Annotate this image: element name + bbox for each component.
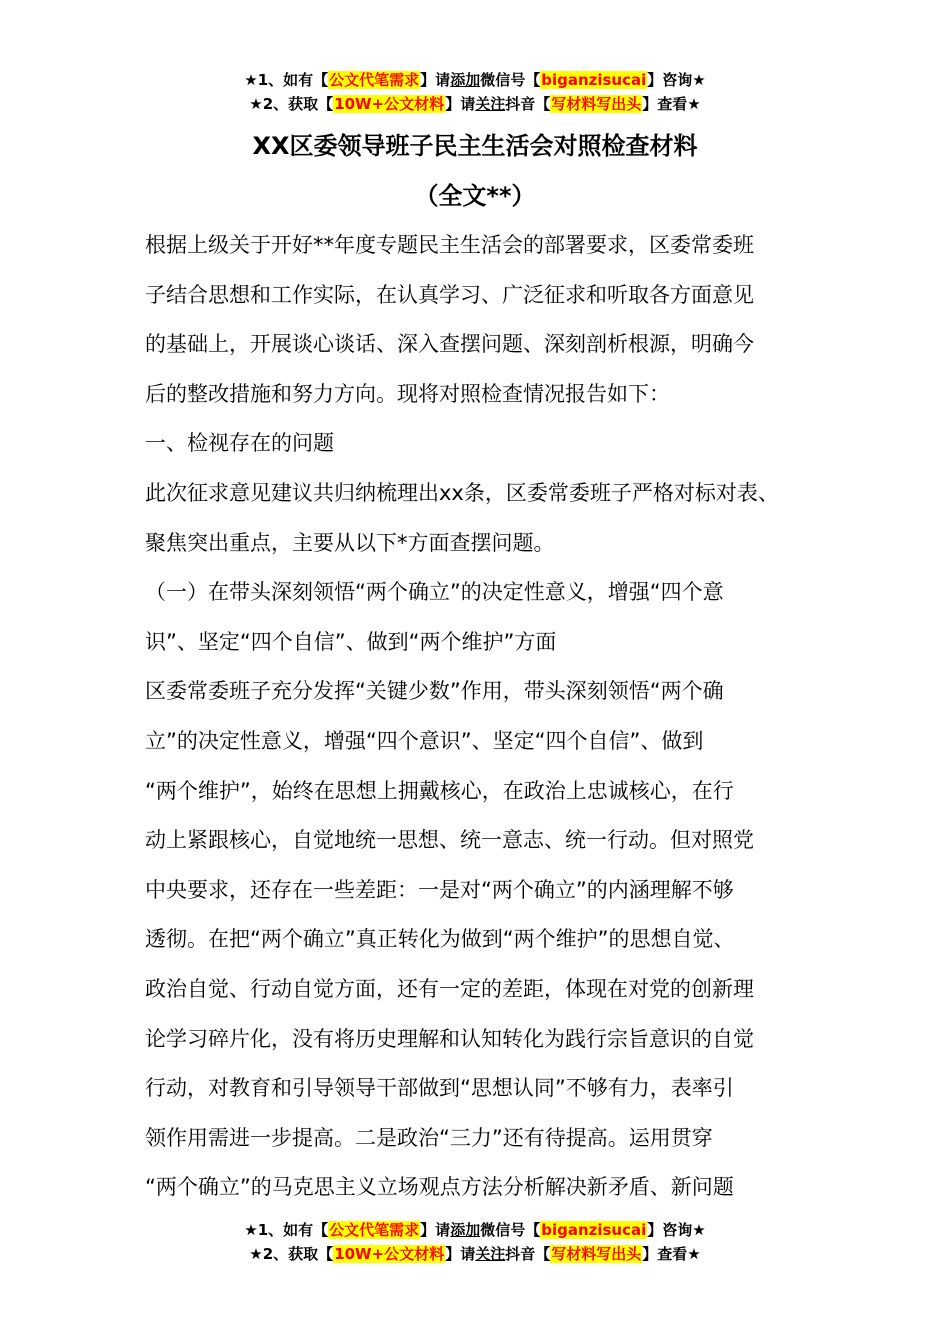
banner-line-2 bbox=[0, 1242, 950, 1266]
banner-highlight: 10W+公文材料 bbox=[334, 1245, 445, 1263]
body-text-line: 中央要求，还存在一些差距：一是对“两个确立”的内涵理解不够 bbox=[145, 877, 734, 902]
body-text-line: 政治自觉、行动自觉方面，还有一定的差距，体现在对党的创新理 bbox=[145, 976, 754, 1001]
body-text-line: 此次征求意见建议共归纳梳理出xx条，区委常委班子严格对标对表、 bbox=[145, 480, 779, 505]
body-text-line: 后的整改措施和努力方向。现将对照检查情况报告如下： bbox=[145, 381, 670, 406]
banner-text: 微信号【 bbox=[480, 71, 541, 89]
banner-underlined-text: 关注 bbox=[475, 1245, 506, 1263]
banner-highlight: 写材料写出头 bbox=[551, 1245, 642, 1263]
banner-highlight: 写材料写出头 bbox=[551, 95, 642, 113]
banner-text: ★2、获取【 bbox=[249, 95, 334, 113]
banner-text: 】咨询★ bbox=[647, 1221, 706, 1239]
banner-text: 】查看★ bbox=[642, 1245, 701, 1263]
document-title: XX区委领导班子民主生活会对照检查材料 bbox=[252, 132, 698, 160]
body-text-line: 识”、坚定“四个自信”、做到“两个维护”方面 bbox=[145, 629, 557, 654]
body-text-line: 动上紧跟核心，自觉地统一思想、统一意志、统一行动。但对照党 bbox=[145, 828, 754, 853]
banner-text: ★1、如有【 bbox=[244, 71, 329, 89]
banner-highlight: 公文代笔需求 bbox=[329, 71, 420, 89]
banner-line-1 bbox=[0, 68, 950, 92]
footer-banner bbox=[0, 1218, 950, 1266]
banner-text: 微信号【 bbox=[480, 1221, 541, 1239]
body-text-line: 领作用需进一步提高。二是政治“三力”还有待提高。运用贯穿 bbox=[145, 1125, 713, 1150]
body-text-line: 子结合思想和工作实际，在认真学习、广泛征求和听取各方面意见 bbox=[145, 282, 754, 307]
banner-text: 抖音【 bbox=[505, 95, 551, 113]
body-text-line: 透彻。在把“两个确立”真正转化为做到“两个维护”的思想自觉、 bbox=[145, 927, 735, 952]
document-body bbox=[145, 221, 825, 1213]
banner-text: 】请 bbox=[420, 1221, 451, 1239]
banner-text: ★2、获取【 bbox=[249, 1245, 334, 1263]
banner-text: 】请 bbox=[420, 71, 451, 89]
banner-text: ★1、如有【 bbox=[244, 1221, 329, 1239]
banner-highlight: 公文代笔需求 bbox=[329, 1221, 420, 1239]
header-banner bbox=[0, 68, 950, 116]
banner-highlight: biganzisucai bbox=[541, 1221, 647, 1239]
banner-text: 】查看★ bbox=[642, 95, 701, 113]
body-text-line: 立”的决定性意义，增强“四个意识”、坚定“四个自信”、做到 bbox=[145, 728, 704, 753]
body-text-line: 的基础上，开展谈心谈话、深入查摆问题、深刻剖析根源，明确今 bbox=[145, 332, 754, 357]
banner-highlight: biganzisucai bbox=[541, 71, 647, 89]
banner-text: 抖音【 bbox=[505, 1245, 551, 1263]
banner-text: 】请 bbox=[445, 95, 476, 113]
body-text-line: 论学习碎片化，没有将历史理解和认知转化为践行宗旨意识的自觉 bbox=[145, 1026, 754, 1051]
banner-text: 】请 bbox=[445, 1245, 476, 1263]
banner-underlined-text: 添加 bbox=[450, 1221, 481, 1239]
body-text-line: 根据上级关于开好**年度专题民主生活会的部署要求，区委常委班 bbox=[145, 233, 754, 257]
banner-highlight: 10W+公文材料 bbox=[334, 95, 445, 113]
banner-underlined-text: 添加 bbox=[450, 71, 481, 89]
banner-line-2 bbox=[0, 92, 950, 116]
body-text-line: 行动，对教育和引导领导干部做到“思想认同”不够有力，表率引 bbox=[145, 1076, 734, 1101]
body-text-line: 聚焦突出重点，主要从以下*方面查摆问题。 bbox=[145, 530, 555, 555]
body-text-line: （一）在带头深刻领悟“两个确立”的决定性意义，增强“四个意 bbox=[145, 580, 724, 605]
banner-line-1 bbox=[0, 1218, 950, 1242]
banner-underlined-text: 关注 bbox=[475, 95, 506, 113]
body-text-line: “两个确立”的马克思主义立场观点方法分析解决新矛盾、新问题 bbox=[145, 1175, 734, 1200]
body-text-line: 一、检视存在的问题 bbox=[145, 431, 334, 456]
document-subtitle: （全文**） bbox=[414, 182, 536, 210]
body-text-line: “两个维护”，始终在思想上拥戴核心，在政治上忠诚核心，在行 bbox=[145, 778, 734, 803]
body-text-line: 区委常委班子充分发挥“关键少数”作用，带头深刻领悟“两个确 bbox=[145, 679, 724, 704]
banner-text: 】咨询★ bbox=[647, 71, 706, 89]
